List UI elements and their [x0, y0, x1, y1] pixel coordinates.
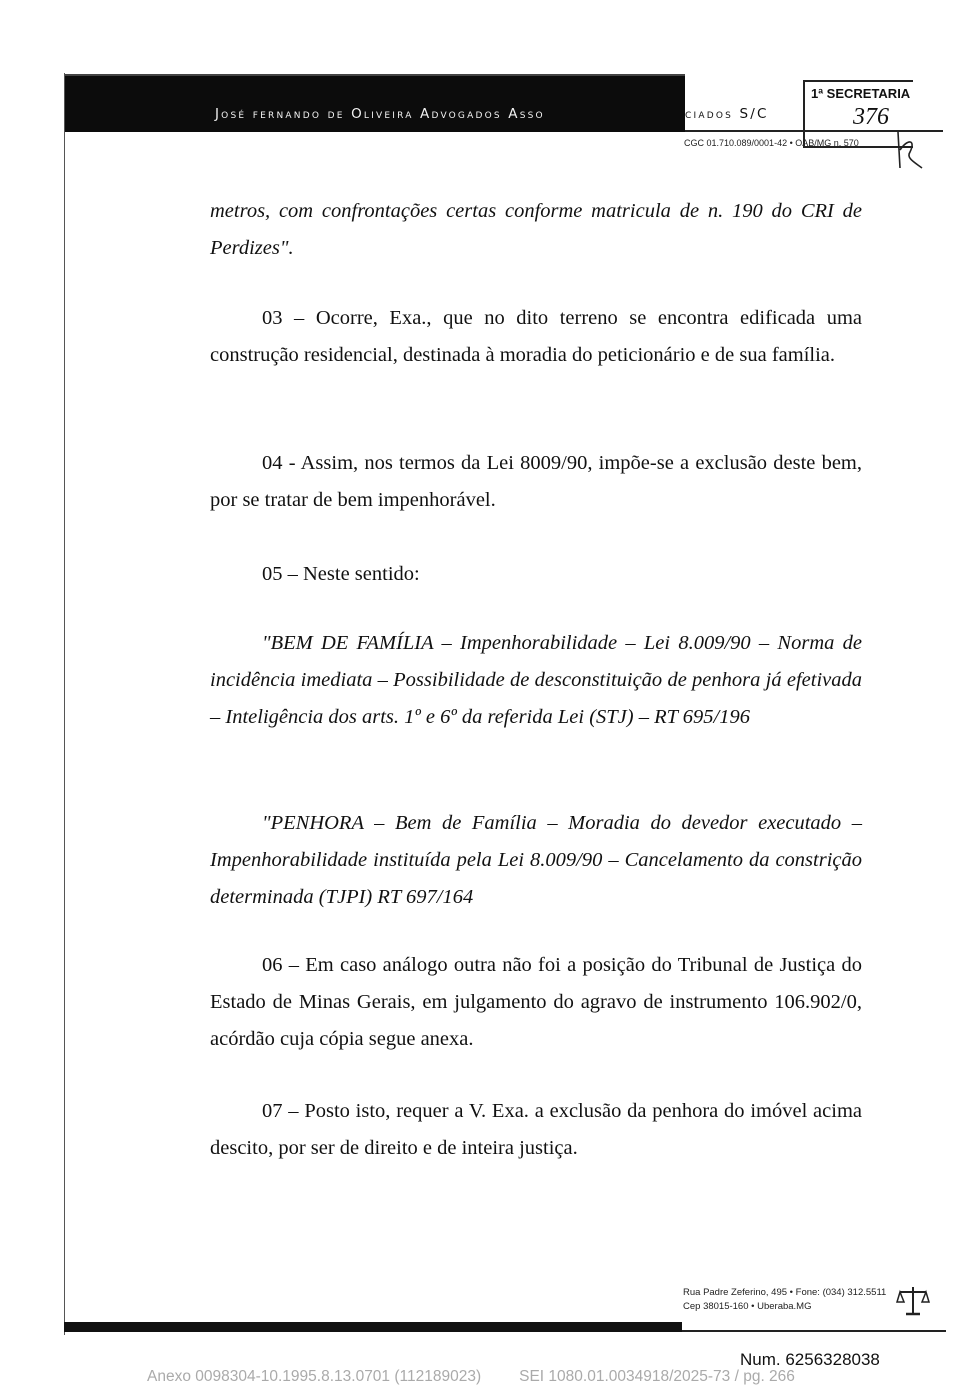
letterhead-band — [65, 74, 685, 132]
quote-1-text: "BEM DE FAMÍLIA – Impenhorabilidade – Lei 8.009/90 – Norma de incidência imediata – Possibilidade de desconstituição de penhora já efetivada – Inteligência dos arts. 1º e 6º da referida Lei (STJ) – RT 695/196 — [210, 632, 862, 728]
jurisprudence-quote-2 — [210, 805, 862, 916]
footer-rule-thin — [682, 1330, 946, 1332]
rubric-signature-icon — [890, 128, 926, 174]
annex-id: Anexo 0098304-10.1995.8.13.0701 (112189023) — [147, 1368, 482, 1385]
document-number: Num. 6256328038 — [740, 1350, 880, 1369]
stamp-title: 1ª SECRETARIA — [811, 86, 911, 101]
letterhead-right — [685, 74, 803, 132]
paragraph-06-text: 06 – Em caso análogo outra não foi a posição do Tribunal de Justiça do Estado de Minas Gerais, em julgamento do agravo de instrumento 106.902/0, acórdão cuja cópia segue anexa. — [210, 954, 862, 1050]
stamp-page-number: 376 — [853, 104, 889, 130]
sei-reference: SEI 1080.01.0034918/2025-73 / pg. 266 — [519, 1368, 795, 1385]
firm-name-continuation: ciados S/C — [685, 106, 769, 122]
paragraph-03 — [210, 300, 862, 374]
paragraph-04-text: 04 - Assim, nos termos da Lei 8009/90, impõe-se a exclusão deste bem, por se tratar de bem impenhorável. — [210, 452, 862, 511]
continuation-text: metros, com confrontações certas conforme matricula de n. 190 do CRI de Perdizes". — [210, 200, 862, 259]
footer-rule-thick — [64, 1322, 682, 1332]
paragraph-07-text: 07 – Posto isto, requer a V. Exa. a exclusão da penhora do imóvel acima descito, por ser de direito e de inteira justiça. — [210, 1100, 862, 1159]
paragraph-07 — [210, 1093, 862, 1167]
cgc-registration: CGC 01.710.089/0001-42 • OAB/MG n. 570 — [684, 138, 859, 148]
letterhead-top-line — [65, 74, 685, 76]
paragraph-03-text: 03 – Ocorre, Exa., que no dito terreno se encontra edificada uma construção residencial, destinada à moradia do peticionário e de sua família. — [210, 307, 862, 366]
paragraph-05 — [210, 556, 862, 593]
footer-address — [683, 1286, 886, 1314]
firm-name: José fernando de Oliveira Advogados Asso — [215, 106, 545, 122]
paragraph-05-text: 05 – Neste sentido: — [262, 563, 420, 585]
annex-reference — [147, 1368, 833, 1386]
paragraph-04 — [210, 445, 862, 519]
paragraph-06 — [210, 947, 862, 1058]
jurisprudence-quote-1 — [210, 625, 862, 736]
address-line-1: Rua Padre Zeferino, 495 • Fone: (034) 312.5511 — [683, 1287, 887, 1298]
quote-2-text: "PENHORA – Bem de Família – Moradia do devedor executado – Impenhorabilidade instituída pela Lei 8.009/90 – Cancelamento da constrição determinada (TJPI) RT 697/164 — [210, 812, 862, 908]
scales-of-justice-icon — [896, 1284, 930, 1318]
address-line-2: Cep 38015-160 • Uberaba.MG — [683, 1301, 812, 1312]
